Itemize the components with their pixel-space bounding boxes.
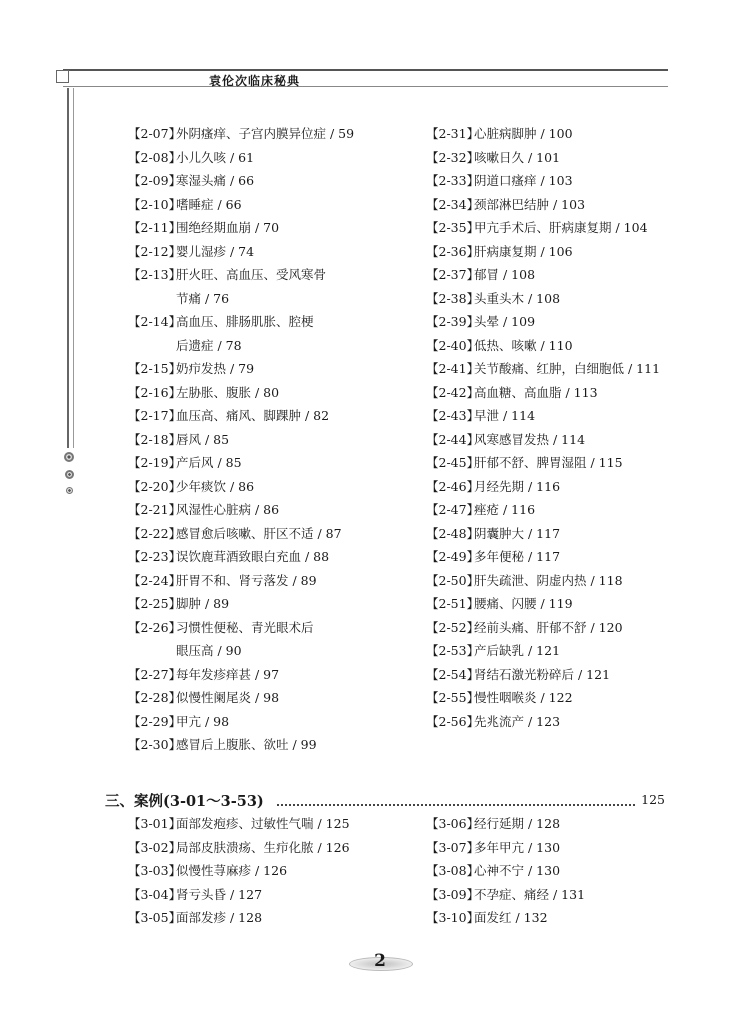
- cases-column-right: [426, 812, 666, 930]
- entry-code: 【2-31】: [426, 126, 480, 141]
- entry-code: 【2-40】: [426, 337, 480, 353]
- toc-entry: [426, 592, 666, 616]
- entry-text: [176, 545, 408, 569]
- toc-entry: [128, 357, 408, 381]
- entry-text: [176, 475, 408, 499]
- entry-code: 【2-53】: [426, 643, 480, 658]
- toc-entry: [128, 146, 408, 170]
- entry-line: 多年便秘 / 117: [474, 549, 561, 564]
- entry-line: 肝病康复期 / 106: [474, 243, 573, 259]
- entry-text: [176, 906, 408, 930]
- toc-entry: [426, 287, 666, 311]
- entry-code: 【2-13】: [128, 267, 182, 282]
- entry-text: [176, 146, 408, 170]
- entry-text: [474, 404, 666, 428]
- entry-line: 眼压高 / 90: [176, 643, 242, 658]
- entry-code: 【2-29】: [128, 713, 182, 729]
- entry-line: 产后风 / 85: [176, 455, 242, 470]
- entry-line: 肾亏头昏 / 127: [176, 886, 263, 902]
- toc-entry: [426, 146, 666, 170]
- entry-text: [176, 310, 408, 357]
- running-header-title: 袁伦次临床秘典: [208, 74, 300, 88]
- entry-code: 【2-16】: [128, 384, 182, 400]
- entry-line: 阴囊肿大 / 117: [474, 525, 561, 541]
- entry-line: 节痛 / 76: [176, 290, 230, 306]
- entry-line: 误饮鹿茸酒致眼白充血 / 88: [176, 549, 330, 564]
- entry-text: [176, 498, 408, 522]
- entry-code: 【2-43】: [426, 408, 480, 423]
- entry-code: 【2-47】: [426, 502, 480, 517]
- entry-text: [474, 710, 666, 734]
- entry-line: 关节酸痛、红肿，白细胞低 / 111: [474, 361, 661, 376]
- entry-line: 头重头木 / 108: [474, 290, 561, 306]
- entry-line: 唇风 / 85: [176, 431, 230, 447]
- toc-entry: [128, 451, 408, 475]
- entry-code: 【3-03】: [128, 863, 182, 878]
- entry-line: 早泄 / 114: [474, 408, 536, 423]
- toc-entry: [426, 451, 666, 475]
- section-heading: [105, 790, 665, 812]
- entry-code: 【2-54】: [426, 666, 480, 682]
- entry-line: 奶疖发热 / 79: [176, 361, 255, 376]
- entry-code: 【2-20】: [128, 478, 182, 494]
- entry-text: [474, 616, 666, 640]
- entry-code: 【2-50】: [426, 572, 480, 588]
- entry-text: [176, 216, 408, 240]
- toc-column-left: [128, 122, 408, 757]
- entry-code: 【2-15】: [128, 361, 182, 376]
- margin-ornament: [62, 452, 76, 502]
- entry-line: 脚肿 / 89: [176, 596, 230, 611]
- toc-entry: [128, 710, 408, 734]
- entry-line: 肝郁不舒、脾胃湿阻 / 115: [474, 455, 623, 470]
- entry-line: 少年痰饮 / 86: [176, 478, 255, 494]
- header-rule-thin: [63, 86, 668, 87]
- toc-entry: [128, 906, 408, 930]
- corner-box-icon: [56, 70, 69, 83]
- entry-text: [474, 859, 666, 883]
- entry-line: 围绝经期血崩 / 70: [176, 220, 280, 235]
- entry-line: 郁冒 / 108: [474, 267, 536, 282]
- toc-entry: [128, 122, 408, 146]
- entry-line: 颈部淋巴结肿 / 103: [474, 196, 586, 212]
- entry-code: 【2-17】: [128, 408, 182, 423]
- entry-line: 产后缺乳 / 121: [474, 643, 561, 658]
- entry-code: 【3-07】: [426, 839, 480, 855]
- section-title: 三、案例(3-01～3-53): [105, 790, 268, 811]
- margin-rule: [67, 88, 69, 448]
- entry-line: 小儿久咳 / 61: [176, 149, 255, 165]
- entry-text: [176, 592, 408, 616]
- entry-text: [176, 357, 408, 381]
- entry-text: [176, 686, 408, 710]
- entry-line: 经前头痛、肝郁不舒 / 120: [474, 619, 623, 635]
- toc-entry: [128, 522, 408, 546]
- entry-code: 【3-02】: [128, 839, 182, 855]
- entry-text: [176, 193, 408, 217]
- entry-code: 【2-18】: [128, 431, 182, 447]
- entry-line: 左胁胀、腹胀 / 80: [176, 384, 280, 400]
- entry-text: [176, 616, 408, 663]
- toc-entry: [128, 859, 408, 883]
- toc-entry: [128, 498, 408, 522]
- toc-entry: [426, 169, 666, 193]
- entry-code: 【2-27】: [128, 666, 182, 682]
- entry-text: [176, 733, 408, 757]
- entry-text: [176, 859, 408, 883]
- toc-entry: [426, 639, 666, 663]
- entry-code: 【2-33】: [426, 173, 480, 188]
- entry-line: 高血压、腓肠肌胀、腔梗: [176, 314, 314, 329]
- entry-line: 咳嗽日久 / 101: [474, 149, 561, 165]
- toc-entry: [128, 169, 408, 193]
- entry-code: 【2-07】: [128, 126, 182, 141]
- entry-code: 【2-26】: [128, 619, 182, 635]
- entry-text: [474, 193, 666, 217]
- entry-text: [474, 639, 666, 663]
- entry-code: 【3-08】: [426, 863, 480, 878]
- entry-text: [176, 451, 408, 475]
- toc-entry: [426, 216, 666, 240]
- entry-text: [176, 836, 408, 860]
- section-page: 125: [641, 792, 665, 807]
- entry-text: [176, 381, 408, 405]
- entry-line: 高血糖、高血脂 / 113: [474, 384, 598, 400]
- entry-text: [176, 428, 408, 452]
- toc-entry: [128, 616, 408, 663]
- toc-entry: [426, 836, 666, 860]
- entry-line: 痤疮 / 116: [474, 502, 536, 517]
- entry-code: 【2-21】: [128, 502, 182, 517]
- entry-text: [474, 263, 666, 287]
- entry-text: [176, 122, 408, 146]
- toc-entry: [426, 522, 666, 546]
- entry-text: [474, 836, 666, 860]
- entry-text: [176, 883, 408, 907]
- entry-code: 【2-36】: [426, 243, 480, 259]
- entry-text: [176, 522, 408, 546]
- entry-text: [474, 240, 666, 264]
- entry-line: 每年发疹痒甚 / 97: [176, 666, 280, 682]
- entry-code: 【3-06】: [426, 816, 480, 831]
- entry-code: 【2-22】: [128, 525, 182, 541]
- toc-entry: [426, 334, 666, 358]
- entry-code: 【2-12】: [128, 243, 182, 259]
- toc-entry: [128, 883, 408, 907]
- toc-entry: [128, 733, 408, 757]
- entry-code: 【3-10】: [426, 910, 480, 925]
- entry-code: 【2-08】: [128, 149, 182, 165]
- entry-line: 似慢性荨麻疹 / 126: [176, 863, 288, 878]
- entry-code: 【2-09】: [128, 173, 182, 188]
- entry-text: [474, 169, 666, 193]
- entry-text: [474, 663, 666, 687]
- toc-entry: [426, 812, 666, 836]
- entry-code: 【2-25】: [128, 596, 182, 611]
- toc-entry: [128, 686, 408, 710]
- page-number: 2: [374, 951, 386, 971]
- toc-entry: [426, 710, 666, 734]
- entry-text: [176, 169, 408, 193]
- entry-line: 肝火旺、高血压、受风寒骨: [176, 267, 327, 282]
- toc-entry: [426, 263, 666, 287]
- cases-column-left: [128, 812, 408, 930]
- toc-entry: [426, 428, 666, 452]
- entry-line: 头晕 / 109: [474, 314, 536, 329]
- entry-line: 经行延期 / 128: [474, 816, 561, 831]
- entry-text: [474, 592, 666, 616]
- entry-line: 习惯性便秘、青光眼术后: [176, 619, 314, 635]
- toc-entry: [128, 812, 408, 836]
- entry-text: [176, 404, 408, 428]
- entry-text: [176, 663, 408, 687]
- toc-entry: [426, 498, 666, 522]
- toc-entry: [426, 616, 666, 640]
- toc-entry: [128, 428, 408, 452]
- entry-line: 腰痛、闪腰 / 119: [474, 596, 573, 611]
- entry-code: 【2-34】: [426, 196, 480, 212]
- entry-code: 【3-04】: [128, 886, 182, 902]
- entry-code: 【2-23】: [128, 549, 182, 564]
- entry-line: 婴儿湿疹 / 74: [176, 243, 255, 259]
- entry-line: 慢性咽喉炎 / 122: [474, 690, 573, 705]
- entry-text: [474, 451, 666, 475]
- entry-text: [176, 569, 408, 593]
- entry-code: 【2-35】: [426, 220, 480, 235]
- toc-entry: [426, 404, 666, 428]
- toc-entry: [128, 836, 408, 860]
- entry-line: 感冒愈后咳嗽、肝区不适 / 87: [176, 525, 342, 541]
- toc-entry: [128, 569, 408, 593]
- entry-line: 面部发疹 / 128: [176, 910, 263, 925]
- entry-line: 甲亢手术后、肝病康复期 / 104: [474, 220, 648, 235]
- toc-entry: [128, 310, 408, 357]
- entry-line: 心神不宁 / 130: [474, 863, 561, 878]
- entry-text: [474, 522, 666, 546]
- page-number-badge: [349, 951, 411, 973]
- entry-line: 似慢性阑尾炎 / 98: [176, 690, 280, 705]
- entry-line: 血压高、痛风、脚踝肿 / 82: [176, 408, 330, 423]
- entry-code: 【2-45】: [426, 455, 480, 470]
- entry-text: [474, 812, 666, 836]
- entry-text: [474, 310, 666, 334]
- entry-line: 心脏病脚肿 / 100: [474, 126, 573, 141]
- entry-line: 嗜睡症 / 66: [176, 196, 242, 212]
- entry-code: 【2-52】: [426, 619, 480, 635]
- entry-text: [474, 569, 666, 593]
- entry-line: 月经先期 / 116: [474, 478, 561, 494]
- entry-code: 【2-32】: [426, 149, 480, 165]
- entry-code: 【2-49】: [426, 549, 480, 564]
- toc-entry: [426, 240, 666, 264]
- toc-entry: [426, 357, 666, 381]
- toc-entry: [426, 122, 666, 146]
- toc-column-right: [426, 122, 666, 733]
- toc-entry: [128, 545, 408, 569]
- toc-entry: [128, 216, 408, 240]
- entry-code: 【2-24】: [128, 572, 182, 588]
- toc-entry: [426, 193, 666, 217]
- entry-line: 寒湿头痛 / 66: [176, 173, 255, 188]
- entry-text: [474, 357, 666, 381]
- circle-ornament-icon: [65, 470, 74, 479]
- entry-code: 【2-14】: [128, 314, 182, 329]
- entry-text: [474, 906, 666, 930]
- header-rule: [63, 69, 668, 71]
- entry-line: 肝失疏泄、阴虚内热 / 118: [474, 572, 623, 588]
- entry-text: [474, 428, 666, 452]
- entry-code: 【2-11】: [128, 220, 182, 235]
- toc-entry: [426, 883, 666, 907]
- toc-entry: [128, 404, 408, 428]
- entry-line: 肾结石激光粉碎后 / 121: [474, 666, 611, 682]
- toc-entry: [128, 592, 408, 616]
- entry-code: 【2-28】: [128, 690, 182, 705]
- toc-entry: [426, 475, 666, 499]
- entry-code: 【2-48】: [426, 525, 480, 541]
- toc-entry: [426, 859, 666, 883]
- toc-entry: [128, 663, 408, 687]
- entry-text: [474, 287, 666, 311]
- entry-line: 甲亢 / 98: [176, 713, 230, 729]
- entry-code: 【2-44】: [426, 431, 480, 447]
- toc-entry: [426, 310, 666, 334]
- entry-line: 后遗症 / 78: [176, 337, 242, 353]
- entry-line: 风湿性心脏病 / 86: [176, 502, 280, 517]
- circle-ornament-icon: [66, 487, 73, 494]
- entry-text: [474, 334, 666, 358]
- entry-line: 多年甲亢 / 130: [474, 839, 561, 855]
- toc-entry: [128, 193, 408, 217]
- entry-line: 面发红 / 132: [474, 910, 548, 925]
- entry-text: [474, 545, 666, 569]
- toc-entry: [426, 545, 666, 569]
- entry-text: [474, 381, 666, 405]
- toc-entry: [426, 906, 666, 930]
- entry-line: 阴道口瘙痒 / 103: [474, 173, 573, 188]
- entry-code: 【3-01】: [128, 816, 182, 831]
- entry-text: [474, 146, 666, 170]
- toc-entry: [128, 475, 408, 499]
- entry-line: 先兆流产 / 123: [474, 713, 561, 729]
- entry-line: 风寒感冒发热 / 114: [474, 431, 586, 447]
- entry-code: 【3-05】: [128, 910, 182, 925]
- toc-entry: [128, 240, 408, 264]
- entry-code: 【2-41】: [426, 361, 480, 376]
- entry-text: [474, 686, 666, 710]
- entry-code: 【3-09】: [426, 886, 480, 902]
- entry-line: 不孕症、痛经 / 131: [474, 886, 586, 902]
- circle-ornament-icon: [64, 452, 74, 462]
- entry-code: 【2-39】: [426, 314, 480, 329]
- toc-entry: [128, 381, 408, 405]
- entry-text: [474, 216, 666, 240]
- entry-line: 面部发疱疹、过敏性气喘 / 125: [176, 816, 350, 831]
- toc-entry: [128, 263, 408, 310]
- toc-entry: [426, 381, 666, 405]
- entry-code: 【2-38】: [426, 290, 480, 306]
- entry-line: 感冒后上腹胀、欲吐 / 99: [176, 737, 317, 752]
- entry-text: [176, 240, 408, 264]
- entry-code: 【2-19】: [128, 455, 182, 470]
- entry-code: 【2-30】: [128, 737, 182, 752]
- entry-text: [176, 710, 408, 734]
- toc-entry: [426, 569, 666, 593]
- entry-line: 外阴瘙痒、子宫内膜异位症 / 59: [176, 126, 355, 141]
- entry-text: [474, 498, 666, 522]
- entry-code: 【2-46】: [426, 478, 480, 494]
- entry-text: [176, 263, 408, 310]
- margin-rule-thin: [73, 88, 74, 448]
- entry-code: 【2-55】: [426, 690, 480, 705]
- entry-line: 低热、咳嗽 / 110: [474, 337, 573, 353]
- entry-text: [474, 122, 666, 146]
- entry-code: 【2-51】: [426, 596, 480, 611]
- entry-text: [474, 475, 666, 499]
- entry-code: 【2-42】: [426, 384, 480, 400]
- entry-code: 【2-10】: [128, 196, 182, 212]
- entry-text: [474, 883, 666, 907]
- entry-code: 【2-56】: [426, 713, 480, 729]
- entry-code: 【2-37】: [426, 267, 480, 282]
- entry-text: [176, 812, 408, 836]
- entry-line: 肝胃不和、肾亏落发 / 89: [176, 572, 317, 588]
- entry-line: 局部皮肤溃疡、生疖化脓 / 126: [176, 839, 350, 855]
- toc-entry: [426, 663, 666, 687]
- toc-entry: [426, 686, 666, 710]
- dot-leader: [277, 804, 635, 806]
